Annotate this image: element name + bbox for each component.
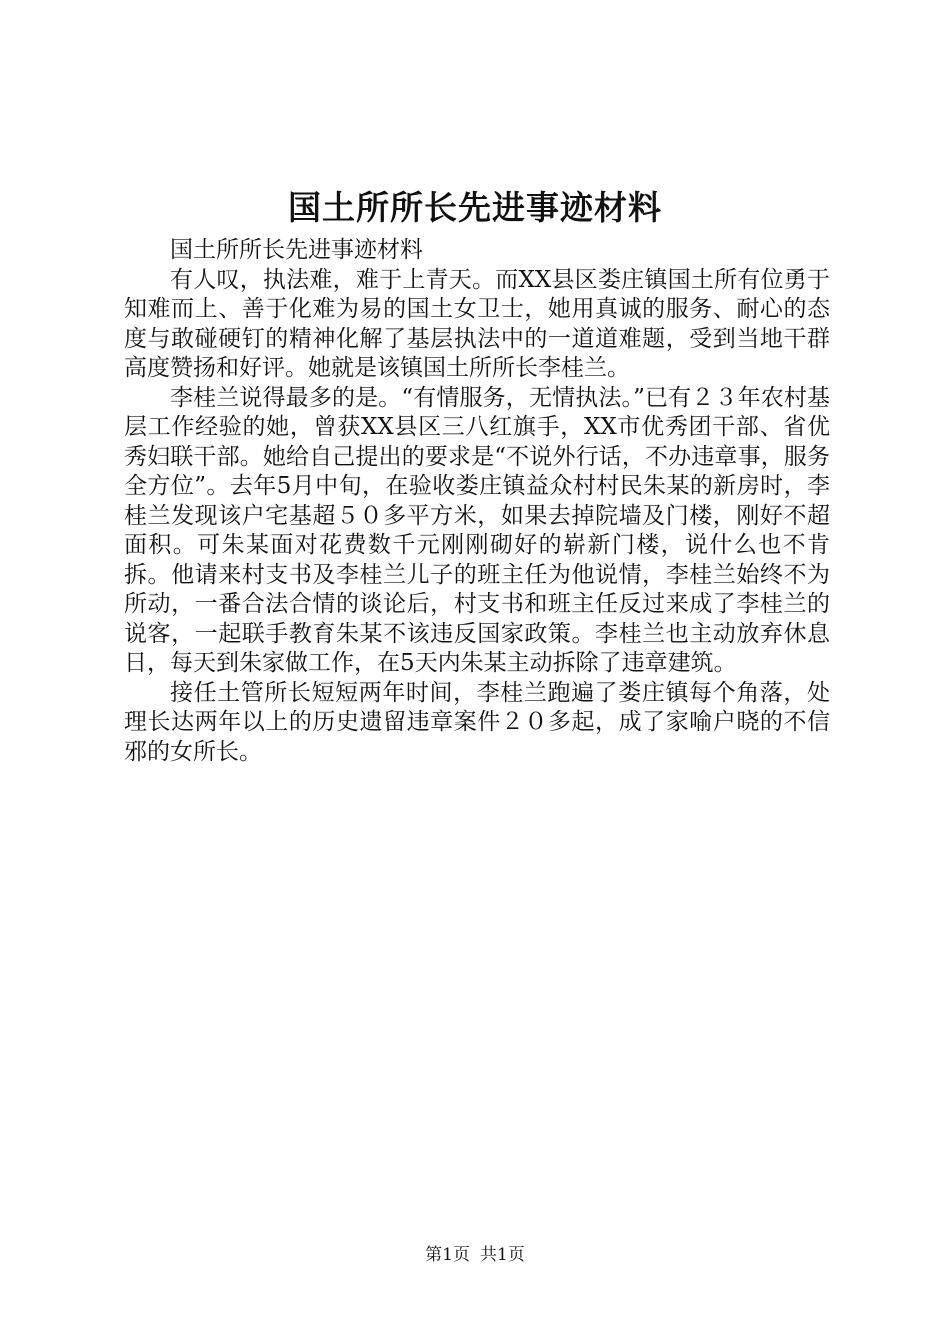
document-body: [124, 236, 830, 767]
paragraph-story: 李桂兰说得最多的是。“有情服务，无情执法。”已有２３年农村基层工作经验的她，曾获XX县区三八红旗手，XX市优秀团干部、省优秀妇联干部。她给自己提出的要求是“不说外行话，不办违章事，服务全方位”。去年5月中旬，在验收娄庄镇益众村村民朱某的新房时，李桂兰发现该户宅基超５０多平方米，如果去掉院墙及门楼，刚好不超面积。可朱某面对花费数千元刚刚砌好的崭新门楼，说什么也不肯拆。他请来村支书及李桂兰儿子的班主任为他说情，李桂兰始终不为所动，一番合法合情的谈论后，村支书和班主任反过来成了李桂兰的说客，一起联手教育朱某不该违反国家政策。李桂兰也主动放弃休息日，每天到朱家做工作，在5天内朱某主动拆除了违章建筑。: [124, 384, 830, 676]
paragraph-conclusion: 接任土管所长短短两年时间，李桂兰跑遍了娄庄镇每个角落，处理长达两年以上的历史遗留违章案件２０多起，成了家喻户晓的不信邪的女所长。: [124, 679, 830, 765]
paragraph-intro: 有人叹，执法难，难于上青天。而XX县区娄庄镇国土所有位勇于知难而上、善于化难为易的国土女卫士，她用真诚的服务、耐心的态度与敢碰硬钉的精神化解了基层执法中的一道道难题，受到当地干群高度赞扬和好评。她就是该镇国土所所长李桂兰。: [124, 266, 830, 381]
page-number: 第1页: [425, 1245, 470, 1265]
document-title: 国土所所长先进事迹材料: [288, 188, 662, 227]
page-total: 共1页: [480, 1245, 525, 1265]
paragraph-subtitle: 国土所所长先进事迹材料: [170, 237, 423, 263]
page-footer: [0, 1244, 950, 1266]
